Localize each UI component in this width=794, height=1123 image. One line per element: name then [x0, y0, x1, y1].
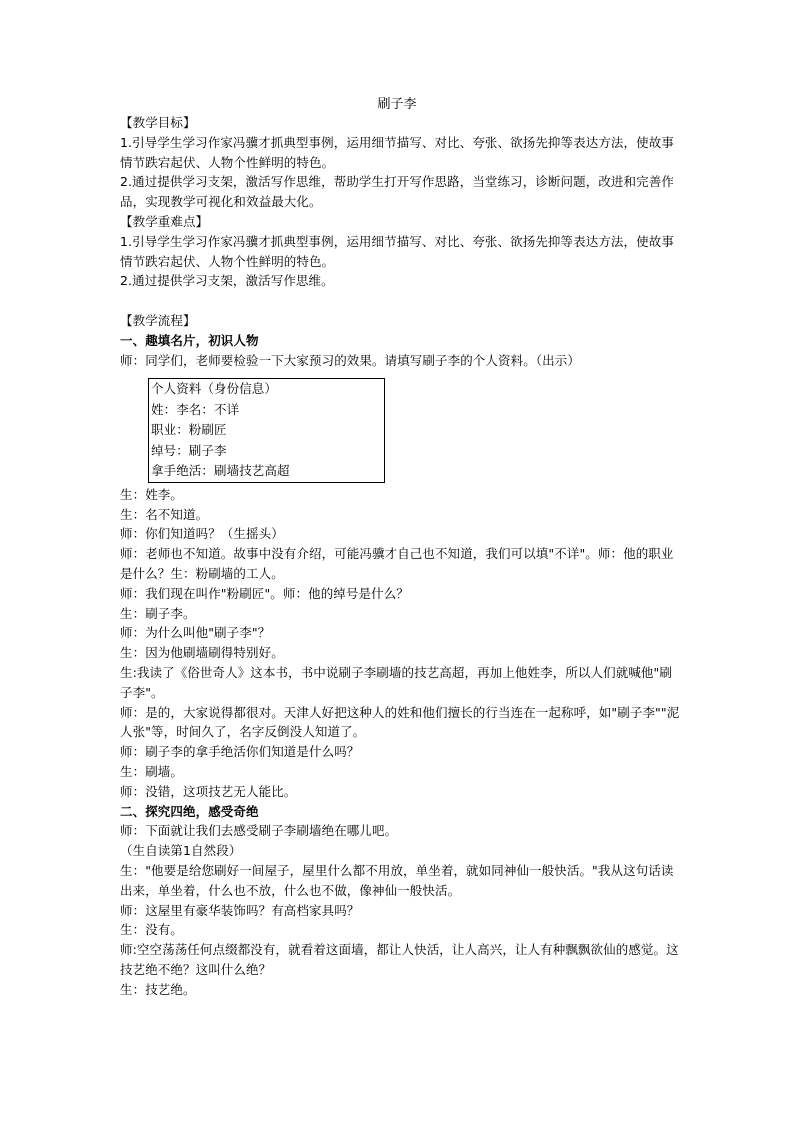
document-title: 刷子李 — [377, 97, 417, 112]
profile-card-line: 个人资料（身份信息） — [151, 381, 278, 397]
goals-heading: 【教学目标】 — [120, 115, 196, 130]
dialogue-line: 生：姓李。 — [120, 486, 184, 502]
dialogue-line: 师：下面就让我们去感受刷子李刷墙绝在哪儿吧。 — [120, 823, 398, 839]
dialogue-line: 师：你们知道吗？（生摇头） — [120, 526, 284, 542]
dialogue-line: 生：没有。 — [120, 922, 184, 938]
dialogue-line: 生：刷子李。 — [120, 605, 196, 621]
goal-item: 1.引导学生学习作家冯骥才抓典型事例，运用细节描写、对比、夸张、欲扬先抑等表达方法，使故事情节跌宕起伏、人物个性鲜明的特色。 — [120, 134, 674, 170]
dialogue-line: 生："他要是给您刷好一间屋子，屋里什么都不用放，单坐着，就如同神仙一般快活。"我从这句话读出来，单坐着，什么也不放，什么也不做，像神仙一般快活。 — [120, 863, 674, 898]
process-heading: 【教学流程】 — [120, 312, 196, 328]
section-heading: 一、趣填名片，初识人物 — [120, 332, 259, 348]
dialogue-line: 师：刷子李的拿手绝活你们知道是什么吗？ — [120, 744, 360, 760]
dialogue-line: 师：同学们，老师要检验一下大家预习的效果。请填写刷子李的个人资料。（出示） — [120, 352, 580, 368]
dialogue-line: 师：没错，这项技艺无人能比。 — [120, 783, 297, 799]
profile-card-line: 姓：李名：不详 — [151, 401, 240, 417]
profile-card-line: 职业：粉刷匠 — [151, 422, 227, 438]
document-body — [120, 113, 680, 1000]
section-heading: 二、探究四绝，感受奇绝 — [120, 803, 259, 819]
focus-item: 1.引导学生学习作家冯骥才抓典型事例，运用细节描写、对比、夸张、欲扬先抑等表达方法，使故事情节跌宕起伏、人物个性鲜明的特色。 — [120, 233, 674, 269]
dialogue-line: 师：老师也不知道。故事中没有介绍，可能冯骥才自己也不知道，我们可以填"不详"。师：他的职业是什么？生：粉刷墙的工人。 — [120, 546, 674, 582]
focus-item: 2.通过提供学习支架，激活写作思维。 — [120, 273, 334, 289]
dialogue-line: 师：是的，大家说得都很对。天津人好把这种人的姓和他们擅长的行当连在一起称呼，如"刷子李""泥人张"等，时间久了，名字反倒没人知道了。 — [120, 704, 680, 740]
dialogue-line: 师：这屋里有豪华装饰吗？有高档家具吗？ — [120, 902, 360, 918]
goal-item: 2.通过提供学习支架，激活写作思维，帮助学生打开写作思路，当堂练习，诊断问题，改进和完善作品，实现教学可视化和效益最大化。 — [120, 174, 674, 210]
dialogue-line: 师：为什么叫他"刷子李"？ — [120, 625, 271, 641]
dialogue-line: （生自读第1自然段） — [120, 843, 242, 859]
dialogue-line: 生：因为他刷墙刷得特别好。 — [120, 645, 284, 661]
dialogue-line: 师：我们现在叫作"粉刷匠"。师：他的绰号是什么？ — [120, 585, 409, 601]
spacer — [120, 291, 680, 311]
profile-card — [148, 378, 385, 483]
dialogue-line: 生:我读了《俗世奇人》这本书，书中说刷子李刷墙的技艺高超，再加上他姓李，所以人们就喊他"刷子李"。 — [120, 665, 672, 700]
focus-heading: 【教学重难点】 — [120, 213, 209, 229]
dialogue-line: 生：名不知道。 — [120, 506, 209, 522]
dialogue-line: 生：技艺绝。 — [120, 981, 196, 997]
profile-card-line: 拿手绝活：刷墙技艺高超 — [151, 463, 290, 479]
dialogue-line: 生：刷墙。 — [120, 764, 184, 780]
profile-card-line: 绰号：刷子李 — [151, 442, 227, 458]
dialogue-line: 师:空空荡荡任何点缀都没有，就看着这面墙，都让人快活，让人高兴，让人有种飘飘欲仙的感觉。这技艺绝不绝？这叫什么绝？ — [120, 942, 679, 977]
